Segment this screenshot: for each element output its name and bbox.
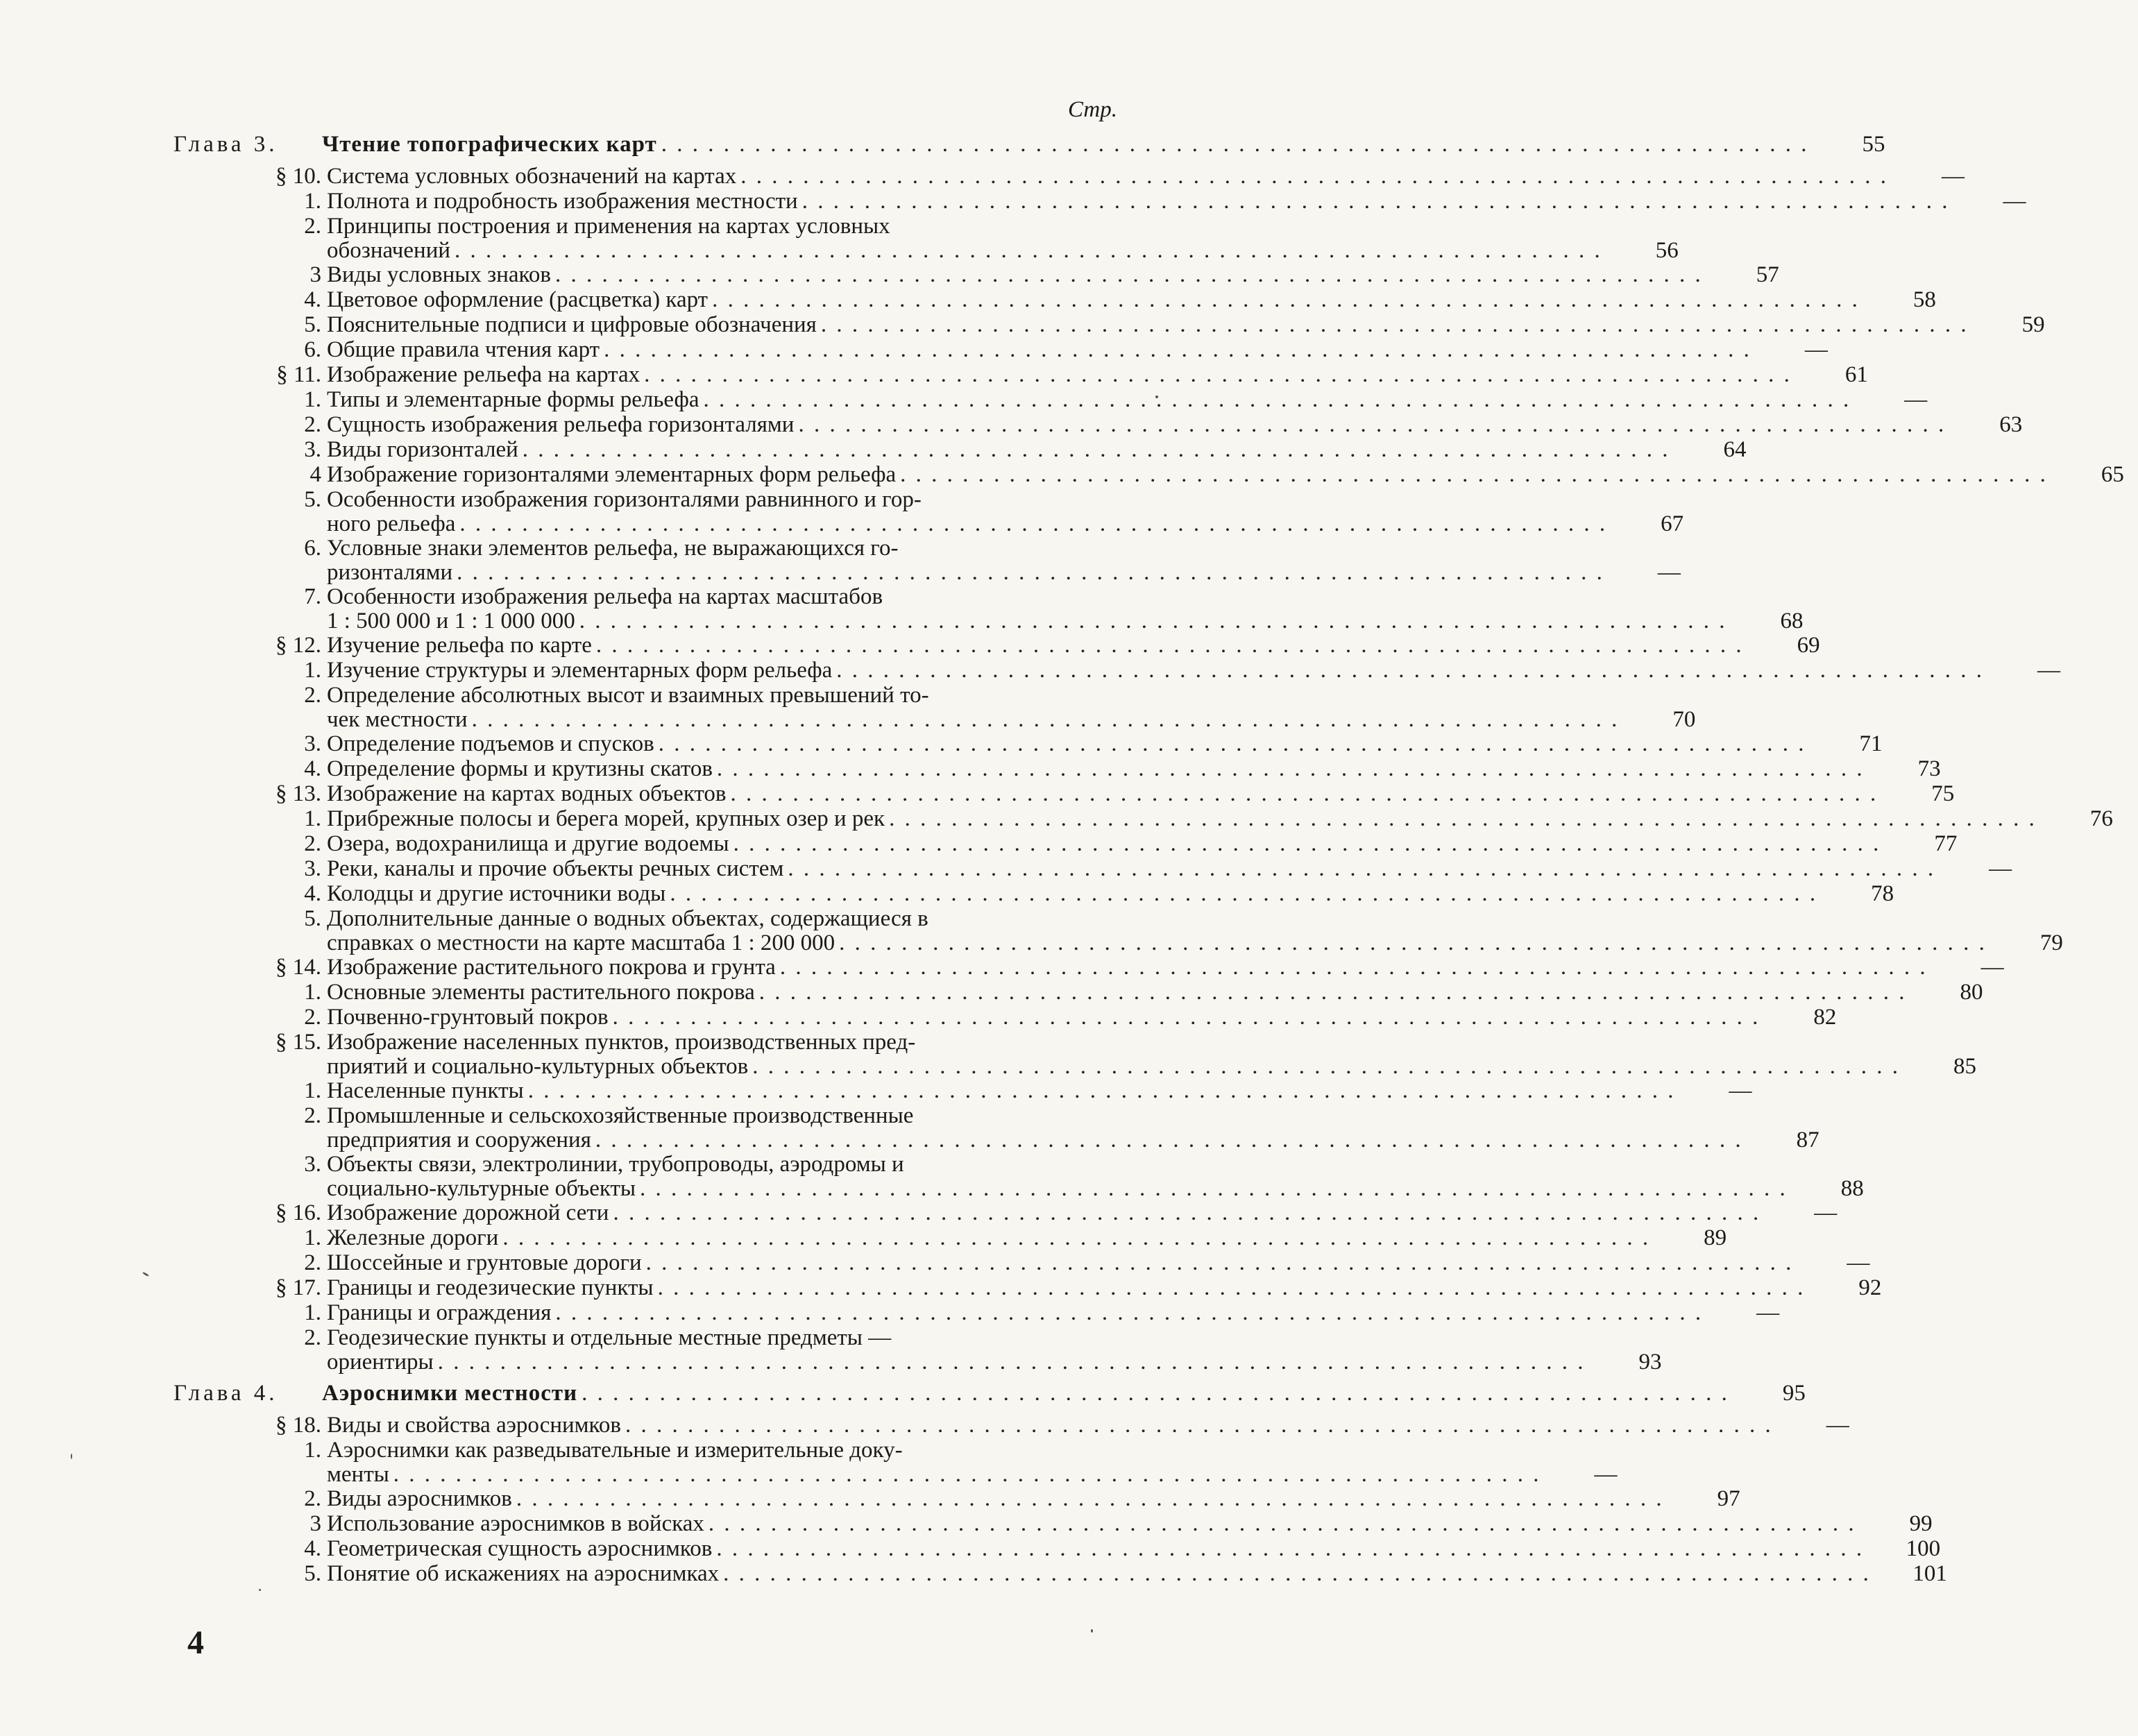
toc-entry-title: Понятие об искажениях на аэроснимках (327, 1561, 720, 1586)
toc-entry-number: 4 (309, 462, 321, 487)
toc-entry-number: 3. (304, 856, 321, 881)
toc-entry-title: Использование аэроснимков в войсках (327, 1511, 704, 1536)
toc-item-row (173, 658, 2061, 683)
toc-page-number: 87 (1796, 1127, 1819, 1152)
toc-entry-title: Виды и свойства аэроснимков (327, 1413, 621, 1438)
toc-section-row (173, 362, 1868, 387)
toc-page-number: 65 (2101, 462, 2124, 487)
toc-entry-title: Реки, каналы и прочие объекты речных систем (327, 856, 784, 881)
toc-cont-row (173, 930, 2063, 955)
toc-entry-number: 6. (304, 337, 321, 362)
toc-item-row (173, 487, 1145, 512)
toc-page-number: — (1980, 955, 2004, 980)
toc-entry-number: 3 (309, 1511, 321, 1536)
dot-leader (518, 437, 1670, 462)
toc-item-row (173, 437, 1747, 462)
dot-leader (591, 1128, 1743, 1152)
toc-entry-title: 1 : 500 000 и 1 : 1 000 000 (327, 609, 575, 633)
toc-page-number: — (1989, 856, 2012, 881)
toc-item-row (173, 806, 2113, 831)
toc-item-row (173, 1300, 1780, 1325)
dot-leader (712, 1536, 1864, 1561)
dot-leader (719, 1561, 1871, 1586)
toc-entry-number: 3 (309, 262, 321, 287)
toc-page-number: — (1904, 387, 1928, 412)
toc-entry-number: 2. (304, 831, 321, 856)
dot-leader (512, 1486, 1664, 1511)
scan-speck (1091, 1629, 1093, 1633)
toc-entry-title: Чтение топографических карт (322, 132, 657, 157)
toc-entry-number: § 12. (275, 633, 321, 658)
toc-entry-title: Прибрежные полосы и берега морей, крупных озер и рек (327, 806, 885, 831)
toc-item-row (173, 462, 2124, 487)
dot-leader (896, 462, 2048, 487)
toc-page-number: 58 (1912, 287, 1936, 312)
toc-section-row (173, 1275, 1882, 1300)
toc-page-number: 97 (1717, 1486, 1740, 1511)
toc-item-row (173, 1561, 1947, 1586)
dot-leader (524, 1078, 1676, 1103)
toc-cont-row (173, 1127, 1819, 1152)
toc-page-number: — (1814, 1200, 1838, 1225)
toc-cont-row (173, 1054, 1977, 1079)
dot-leader (835, 931, 1987, 955)
toc-item-row (173, 536, 1145, 561)
toc-entry-number: 2. (304, 214, 321, 239)
dot-leader (450, 239, 1602, 262)
toc-page-number: 75 (1931, 781, 1955, 806)
dot-leader (708, 287, 1860, 312)
toc-item-row (173, 683, 1145, 708)
toc-cont-row (173, 511, 1684, 536)
dot-leader (704, 1511, 1856, 1536)
toc-page-number: 64 (1723, 437, 1747, 462)
toc-entry-number: 1. (304, 806, 321, 831)
toc-page-number: 56 (1655, 238, 1679, 263)
toc-item-row (173, 337, 1828, 362)
toc-entry-title: ного рельефа (327, 511, 456, 536)
dot-leader (776, 955, 1928, 980)
toc-page-number: 101 (1912, 1561, 1947, 1586)
dot-leader (885, 806, 2037, 831)
dot-leader (455, 512, 1607, 536)
toc-entry-title: Изображение на картах водных объектов (327, 781, 727, 806)
dot-leader (609, 1200, 1761, 1225)
toc-entry-number: 5. (304, 312, 321, 337)
toc-entry-title: Виды горизонталей (327, 437, 518, 462)
toc-entry-number: 1. (304, 658, 321, 683)
toc-page-number: 68 (1780, 609, 1804, 633)
toc-entry-title: предприятия и сооружения (327, 1127, 591, 1152)
dot-leader (642, 1250, 1794, 1275)
toc-entry-title: Аэроснимки как разведывательные и измерительные доку- (327, 1438, 903, 1463)
dot-leader (657, 132, 1809, 157)
dot-leader (434, 1350, 1586, 1374)
toc-entry-number: 3. (304, 731, 321, 756)
dot-leader (551, 1300, 1703, 1325)
toc-item-row (173, 881, 1894, 906)
toc-entry-title: Условные знаки элементов рельефа, не выражающихся го- (327, 536, 899, 561)
toc-item-row (173, 1103, 1145, 1128)
toc-entry-title: Виды аэроснимков (327, 1486, 512, 1511)
toc-entry-number: 1. (304, 387, 321, 412)
toc-item-row (173, 906, 1145, 931)
page-number: 4 (187, 1624, 204, 1661)
toc-cont-row (173, 1462, 1618, 1487)
toc-page-number: 71 (1859, 731, 1883, 756)
toc-cont-row (173, 1176, 1864, 1201)
dot-leader (798, 189, 1950, 214)
toc-entry-title: Особенности изображения горизонталями равнинного и гор- (327, 487, 922, 512)
toc-entry-title: Особенности изображения рельефа на картах масштабов (327, 584, 883, 609)
toc-entry-title: Определение формы и крутизны скатов (327, 756, 713, 781)
toc-item-row (173, 312, 2045, 337)
toc-page-number: 100 (1906, 1536, 1941, 1561)
toc-section-row (173, 1200, 1838, 1225)
dot-leader (621, 1413, 1773, 1438)
dot-leader (783, 856, 1935, 881)
toc-page-number: 93 (1638, 1350, 1662, 1375)
toc-entry-title: Определение абсолютных высот и взаимных превышений то- (327, 683, 929, 708)
toc-entry-title: Система условных обозначений на картах (327, 164, 737, 189)
toc-entry-title: Типы и элементарные формы рельефа (327, 387, 699, 412)
toc-entry-number: 1. (304, 1438, 321, 1463)
dot-leader (636, 1177, 1788, 1200)
toc-page-number: 69 (1797, 633, 1820, 658)
toc-entry-title: Изучение структуры и элементарных форм рельефа (327, 658, 833, 683)
toc-page-number: 95 (1782, 1381, 1806, 1406)
toc-item-row (173, 1486, 1740, 1511)
toc-entry-number: 4. (304, 287, 321, 312)
dot-leader (609, 1005, 1761, 1030)
toc-page-number: — (2003, 189, 2026, 214)
toc-item-row (173, 412, 2023, 437)
toc-entry-title: Определение подъемов и спусков (327, 731, 654, 756)
dot-leader (654, 731, 1806, 756)
toc-cont-row (173, 1350, 1662, 1375)
toc-section-row (173, 781, 1955, 806)
toc-entry-number: Глава 3. (173, 132, 278, 157)
toc-page-number: 59 (2021, 312, 2045, 337)
toc-entry-number: 2. (304, 1325, 321, 1350)
toc-item-row (173, 980, 1983, 1005)
toc-entry-title: Границы и ограждения (327, 1300, 552, 1325)
toc-page-number: — (1657, 560, 1681, 585)
dot-leader (665, 881, 1817, 906)
toc-page-number: 73 (1917, 756, 1941, 781)
scan-speck (142, 1272, 149, 1277)
toc-item-row (173, 1250, 1870, 1275)
toc-entry-title: ориентиры (327, 1350, 434, 1375)
toc-cont-row (173, 560, 1681, 585)
toc-entry-title: чек местности (327, 707, 468, 732)
toc-item-row (173, 1536, 1941, 1561)
toc-item-row (173, 1005, 1837, 1030)
toc-entry-number: 6. (304, 536, 321, 561)
toc-item-row (173, 831, 1958, 856)
toc-item-row (173, 189, 2026, 214)
dot-leader (736, 164, 1888, 189)
toc-item-row (173, 262, 1779, 287)
toc-item-row (173, 287, 1936, 312)
toc-page-number: — (1847, 1250, 1870, 1275)
toc-entry-number: Глава 4. (173, 1381, 278, 1406)
toc-entry-title: Колодцы и другие источники воды (327, 881, 666, 906)
toc-entry-number: § 14. (275, 955, 321, 980)
dot-leader (729, 831, 1881, 856)
toc-entry-title: Изображение населенных пунктов, производственных пред- (327, 1030, 916, 1055)
toc-page-number: — (1942, 164, 1965, 189)
dot-leader (794, 412, 1946, 437)
dot-leader (600, 337, 1751, 362)
toc-page-number: 55 (1862, 132, 1885, 157)
toc-entry-title: Изображение рельефа на картах (327, 362, 640, 387)
dot-leader (755, 980, 1907, 1005)
toc-entry-number: § 18. (275, 1413, 321, 1438)
toc-entry-number: 4. (304, 1536, 321, 1561)
toc-page-number: 67 (1661, 511, 1684, 536)
toc-entry-number: § 13. (275, 781, 321, 806)
toc-page-number: 78 (1871, 881, 1894, 906)
toc-item-row (173, 731, 1883, 756)
toc-section-row (173, 1413, 1849, 1438)
toc-chapter-row (173, 1381, 1806, 1406)
dot-leader (654, 1275, 1806, 1300)
toc-page-number: — (1804, 337, 1828, 362)
toc-entry-title: Цветовое оформление (расцветка) карт (327, 287, 709, 312)
toc-entry-title: Населенные пункты (327, 1078, 524, 1103)
toc-section-row (173, 1030, 1145, 1055)
toc-page-number: 99 (1909, 1511, 1933, 1536)
dot-leader (468, 708, 1620, 731)
toc-entry-number: § 17. (275, 1275, 321, 1300)
toc-item-row (173, 1325, 1145, 1350)
toc-cont-row (173, 609, 1804, 633)
toc-entry-title: Геометрическая сущность аэроснимков (327, 1536, 713, 1561)
toc-entry-number: 3. (304, 1152, 321, 1177)
toc-entry-title: Принципы построения и применения на картах условных (327, 214, 890, 239)
toc-page-number: 61 (1844, 362, 1868, 387)
dot-leader (577, 1381, 1729, 1406)
toc-entry-title: социально-культурные объекты (327, 1176, 636, 1201)
toc-item-row (173, 1511, 1933, 1536)
toc-entry-number: 2. (304, 1250, 321, 1275)
toc-section-row (173, 955, 2004, 980)
toc-entry-number: 4. (304, 881, 321, 906)
toc-section-row (173, 633, 1820, 658)
toc-entry-number: 5. (304, 906, 321, 931)
toc-cont-row (173, 707, 1696, 732)
toc-page-number: 85 (1953, 1054, 1977, 1079)
toc-item-row (173, 387, 1928, 412)
toc-item-row (173, 214, 1145, 239)
toc-entry-title: Изображение горизонталями элементарных форм рельефа (327, 462, 897, 487)
toc-page-number: — (2037, 658, 2061, 683)
dot-leader (592, 633, 1744, 658)
toc-page-number: — (1729, 1078, 1752, 1103)
toc-entry-number: 1. (304, 189, 321, 214)
toc-page-number: 89 (1704, 1225, 1727, 1250)
toc-entry-title: Пояснительные подписи и цифровые обозначения (327, 312, 817, 337)
dot-leader (498, 1225, 1650, 1250)
toc-item-row (173, 1152, 1145, 1177)
toc-entry-title: Границы и геодезические пункты (327, 1275, 654, 1300)
toc-entry-title: менты (327, 1462, 389, 1487)
toc-entry-number: 5. (304, 487, 321, 512)
toc-item-row (173, 1438, 1145, 1463)
toc-entry-title: Изучение рельефа по карте (327, 633, 592, 658)
toc-entry-number: 1. (304, 1078, 321, 1103)
toc-entry-number: 7. (304, 584, 321, 609)
toc-entry-title: Виды условных знаков (327, 262, 551, 287)
dot-leader (452, 561, 1604, 584)
toc-entry-title: Железные дороги (327, 1225, 499, 1250)
toc-entry-number: § 11. (276, 362, 321, 387)
toc-page-number: 77 (1934, 831, 1958, 856)
toc-page-number: 76 (2089, 806, 2113, 831)
scan-speck (259, 1589, 261, 1591)
toc-entry-title: Шоссейные и грунтовые дороги (327, 1250, 642, 1275)
toc-entry-title: Озера, водохранилища и другие водоемы (327, 831, 729, 856)
page-column-label: Стр. (1067, 97, 1117, 122)
toc-page-number: 70 (1672, 707, 1696, 732)
toc-entry-number: § 15. (275, 1030, 321, 1055)
toc-entry-number: 2. (304, 1005, 321, 1030)
scan-speck (71, 1454, 72, 1459)
toc-page-number: 57 (1756, 262, 1779, 287)
toc-entry-title: приятий и социально-культурных объектов (327, 1054, 749, 1079)
toc-entry-title: Основные элементы растительного покрова (327, 980, 755, 1005)
toc-entry-title: Изображение растительного покрова и грунта (327, 955, 776, 980)
toc-page-number: 79 (2039, 930, 2063, 955)
toc-page-number: 82 (1813, 1005, 1837, 1030)
table-of-contents (173, 132, 2124, 1586)
dot-leader (640, 362, 1792, 387)
toc-entry-title: Промышленные и сельскохозяйственные производственные (327, 1103, 914, 1128)
toc-entry-number: 4. (304, 756, 321, 781)
toc-entry-number: 2. (304, 1103, 321, 1128)
toc-item-row (173, 1225, 1727, 1250)
toc-entry-title: Геодезические пункты и отдельные местные предметы — (327, 1325, 892, 1350)
toc-entry-number: 1. (304, 1300, 321, 1325)
toc-entry-number: 1. (304, 980, 321, 1005)
toc-entry-title: Объекты связи, электролинии, трубопроводы, аэродромы и (327, 1152, 904, 1177)
toc-page-number: — (1756, 1300, 1780, 1325)
toc-entry-title: Дополнительные данные о водных объектах, содержащиеся в (327, 906, 928, 931)
toc-page-number: 92 (1858, 1275, 1882, 1300)
toc-entry-number: 2. (304, 412, 321, 437)
toc-entry-title: ризонталями (327, 560, 453, 585)
toc-entry-title: Сущность изображения рельефа горизонталями (327, 412, 795, 437)
toc-page-number: 88 (1840, 1176, 1864, 1201)
toc-item-row (173, 1078, 1752, 1103)
dot-leader (389, 1463, 1541, 1486)
toc-entry-number: § 16. (275, 1200, 321, 1225)
toc-entry-title: обозначений (327, 238, 451, 263)
dot-leader (713, 756, 1865, 781)
toc-section-row (173, 164, 1965, 189)
toc-cont-row (173, 238, 1679, 263)
dot-leader (817, 312, 1969, 337)
dot-leader (699, 387, 1851, 412)
dot-leader (575, 609, 1727, 633)
toc-page-number: 80 (1960, 980, 1983, 1005)
toc-page-number: 63 (1999, 412, 2023, 437)
toc-page-number: — (1826, 1413, 1849, 1438)
dot-leader (832, 658, 1984, 683)
toc-entry-number: 1. (304, 1225, 321, 1250)
dot-leader (748, 1055, 1900, 1078)
dot-leader (727, 781, 1878, 806)
toc-entry-title: Изображение дорожной сети (327, 1200, 609, 1225)
toc-entry-title: Полнота и подробность изображения местности (327, 189, 798, 214)
toc-entry-title: справках о местности на карте масштаба 1 : 200 000 (327, 930, 835, 955)
dot-leader (551, 262, 1703, 287)
toc-entry-number: 2. (304, 1486, 321, 1511)
toc-item-row (173, 584, 1145, 609)
toc-entry-number: 3. (304, 437, 321, 462)
toc-entry-number: 5. (304, 1561, 321, 1586)
toc-entry-number: § 10. (275, 164, 321, 189)
toc-entry-title: Аэроснимки местности (322, 1381, 578, 1406)
toc-item-row (173, 856, 2012, 881)
toc-chapter-row (173, 132, 1885, 157)
toc-entry-number: 2. (304, 683, 321, 708)
scan-speck (1155, 395, 1158, 398)
toc-entry-title: Общие правила чтения карт (327, 337, 600, 362)
toc-entry-title: Почвенно-грунтовый покров (327, 1005, 609, 1030)
toc-page-number: — (1594, 1462, 1618, 1487)
toc-item-row (173, 756, 1941, 781)
